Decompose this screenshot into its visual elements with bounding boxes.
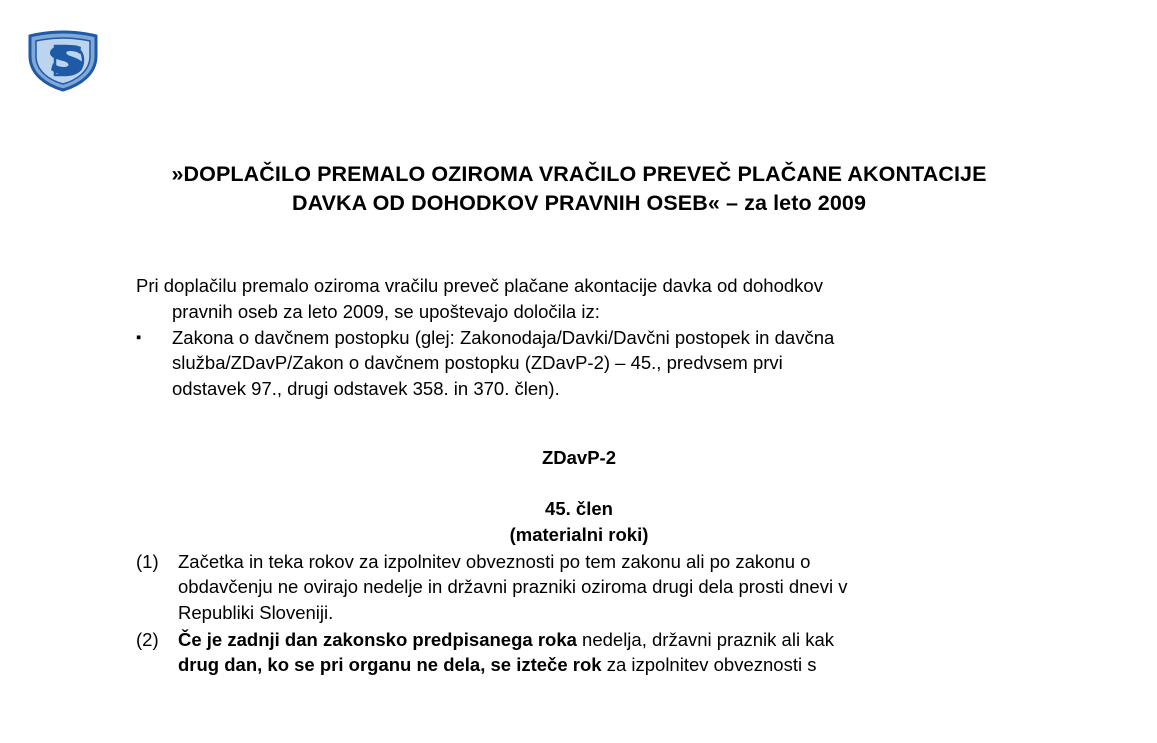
paragraph-1-line-3: Republiki Sloveniji. xyxy=(178,601,334,623)
bullet-line-2: služba/ZDavP/Zakon o davčnem postopku (ZDavP-2) – 45., predvsem prvi xyxy=(172,352,783,374)
intro-line-2: pravnih oseb za leto 2009, se upoštevajo določila iz: xyxy=(172,300,600,322)
spacer xyxy=(136,401,1022,445)
paragraph-1-line-2: obdavčenju ne ovirajo nedelje in državni prazniki oziroma drugi dela prosti dnevi v xyxy=(178,576,848,598)
shield-logo-icon xyxy=(22,30,104,92)
paragraph-text xyxy=(178,627,1022,678)
bullet-square-icon: ▪ xyxy=(136,328,142,346)
law-act-heading: ZDavP-2 xyxy=(541,446,617,468)
page-title: »DOPLAČILO PREMALO OZIROMA VRAČILO PREVEČ PLAČANE AKONTACIJE DAVKA OD DOHODKOV PRAVNIH OSEB« – za leto 2009 xyxy=(171,162,987,215)
spacer xyxy=(136,470,1022,496)
paragraph-text xyxy=(178,549,1022,625)
paragraph-1-line-1: Začetka in teka rokov za izpolnitev obveznosti po tem zakonu ali po zakonu o xyxy=(178,550,811,572)
numbered-paragraph-2 xyxy=(136,627,1022,678)
law-article-heading: 45. člen xyxy=(545,498,613,520)
paragraph-2-line-2-bold: drug dan, ko se pri organu ne dela, se izteče rok xyxy=(178,654,602,676)
paragraph-2-line-1-bold: Če je zadnji dan zakonsko predpisanega roka xyxy=(178,628,577,650)
numbered-paragraph-1 xyxy=(136,549,1022,625)
paragraph-number: (1) xyxy=(136,550,159,572)
list-item xyxy=(136,325,1022,401)
bullet-line-1: Zakona o davčnem postopku (glej: Zakonodaja/Davki/Davčni postopek in davčna xyxy=(172,326,835,348)
bullet-line-3: odstavek 97., drugi odstavek 358. in 370. člen). xyxy=(172,377,560,399)
paragraph-2-line-1-rest: nedelja, državni praznik ali kak xyxy=(576,628,834,650)
law-article-subtitle: (materialni roki) xyxy=(509,523,649,545)
intro-line-1: Pri doplačilu premalo oziroma vračilu preveč plačane akontacije davka od dohodkov xyxy=(136,275,823,297)
intro-paragraph xyxy=(136,273,1022,324)
paragraph-2-line-1 xyxy=(178,627,1022,652)
document-content xyxy=(136,160,1022,678)
paragraph-2-line-2 xyxy=(178,652,1022,677)
list-item-text xyxy=(172,325,1022,401)
paragraph-2-line-2-rest: za izpolnitev obveznosti s xyxy=(601,654,817,676)
paragraph-number: (2) xyxy=(136,628,159,650)
